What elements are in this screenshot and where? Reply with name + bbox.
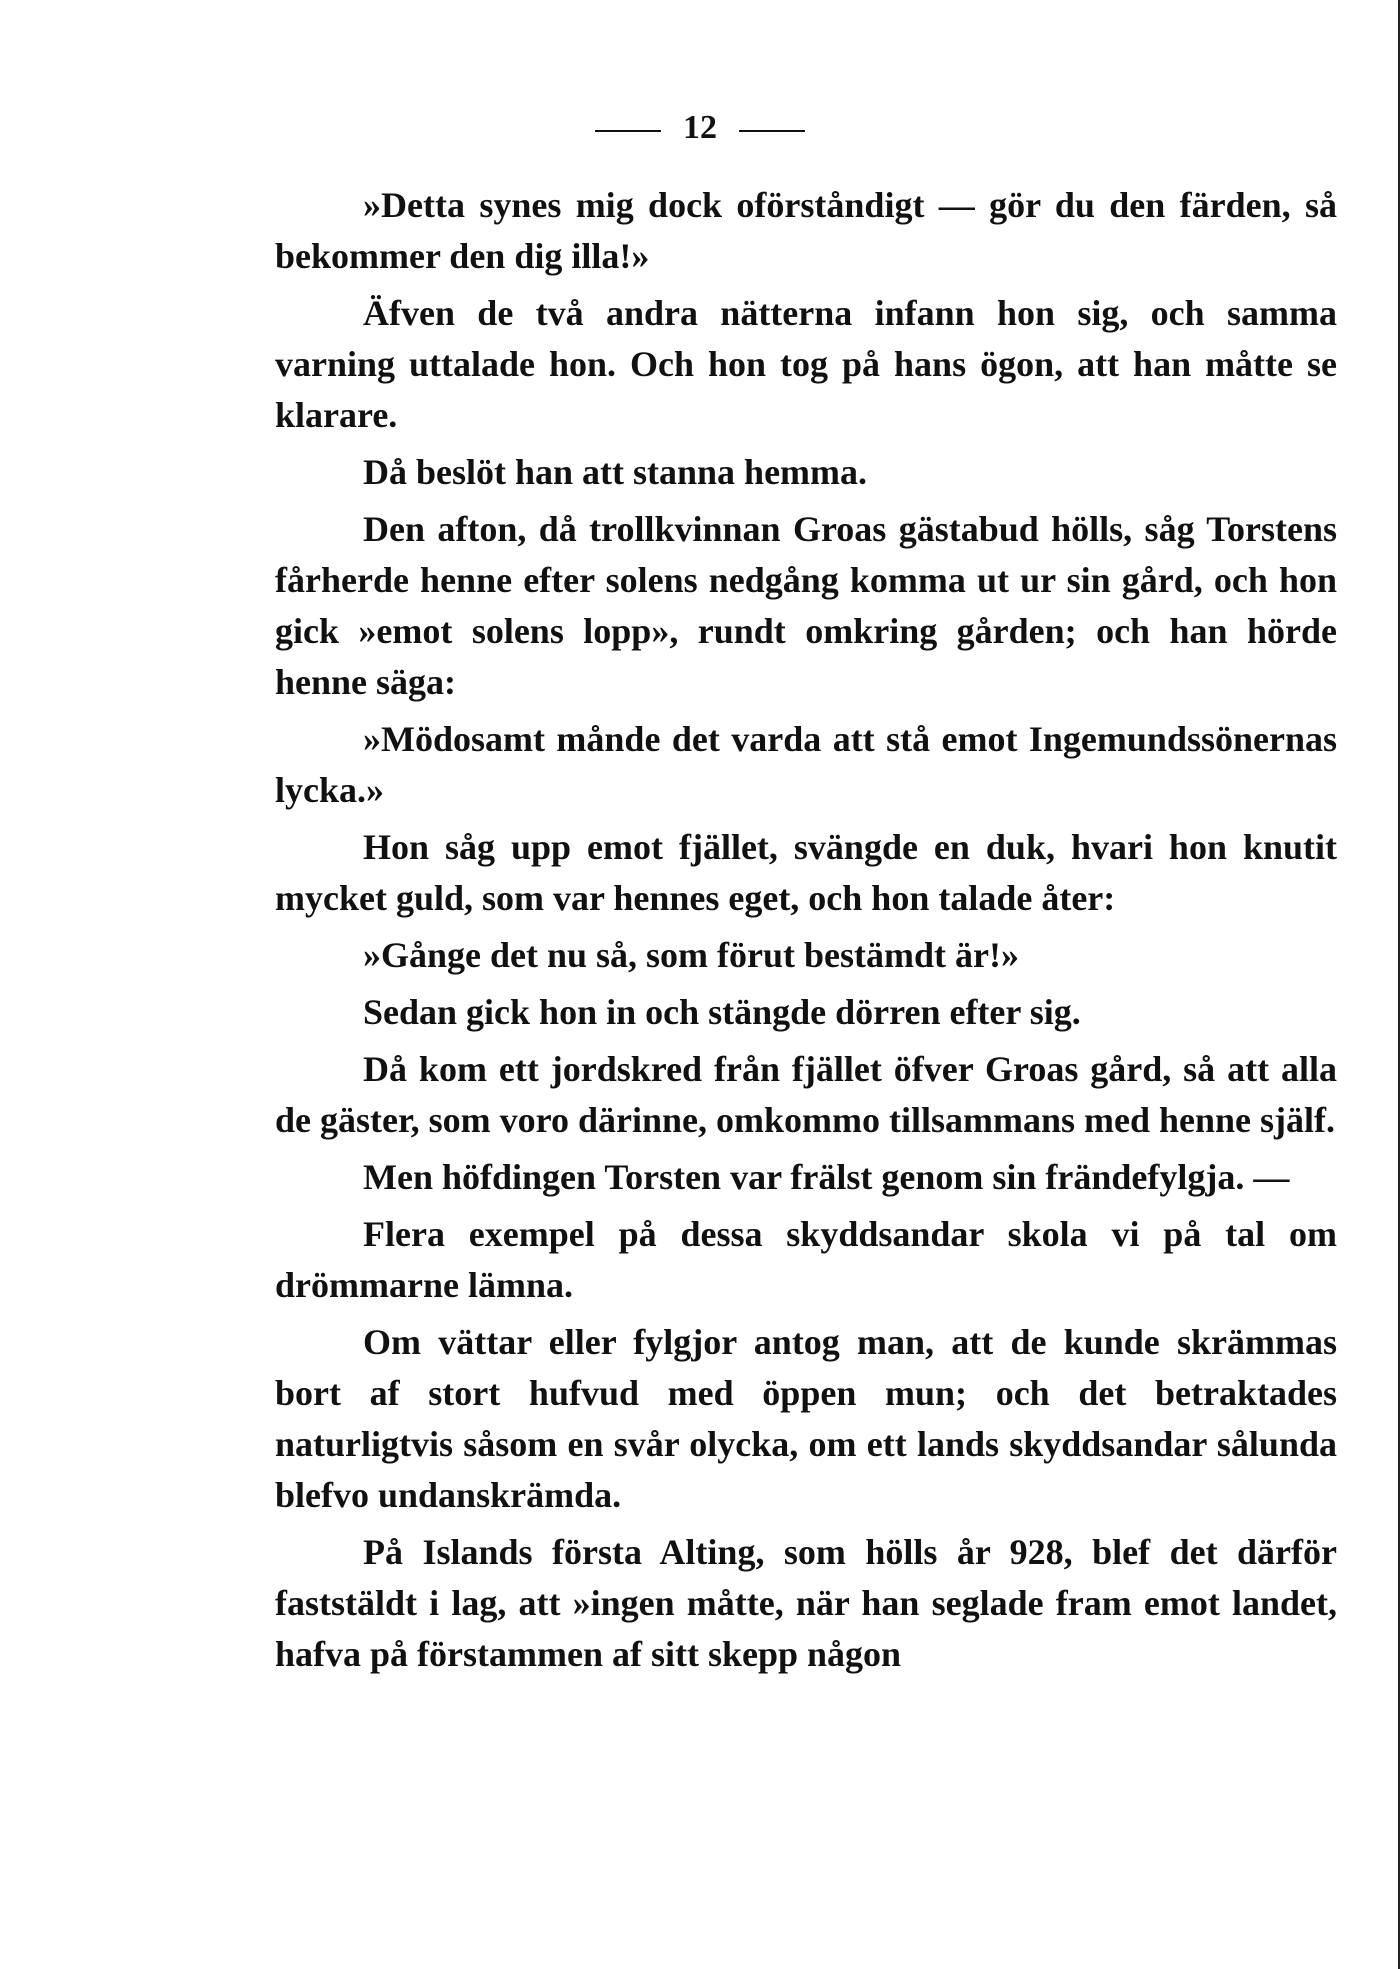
- text-body: [275, 180, 1337, 1686]
- paragraph: Då kom ett jordskred från fjället öfver Groas gård, så att alla de gäster, som voro därinne, omkommo tillsammans med henne själf.: [275, 1049, 1337, 1140]
- paragraph: »Mödosamt månde det varda att stå emot Ingemundssönernas lycka.»: [275, 719, 1337, 810]
- page-number: 12: [683, 109, 717, 146]
- paragraph: Hon såg upp emot fjället, svängde en duk, hvari hon knutit mycket guld, som var hennes eget, och hon talade åter:: [275, 827, 1337, 918]
- paragraph: På Islands första Alting, som hölls år 928, blef det därför faststäldt i lag, att »ingen måtte, när han seglade fram emot landet, hafva på förstammen af sitt skepp någon: [275, 1532, 1337, 1674]
- paragraph: Sedan gick hon in och stängde dörren efter sig.: [363, 992, 1081, 1032]
- header-rule-left: [595, 130, 661, 132]
- paragraph: Då beslöt han att stanna hemma.: [363, 452, 868, 492]
- page-header: [0, 108, 1400, 148]
- paragraph: Flera exempel på dessa skyddsandar skola vi på tal om drömmarne lämna.: [275, 1214, 1337, 1305]
- paragraph: Den afton, då trollkvinnan Groas gästabud hölls, såg Torstens fårherde henne efter solens nedgång komma ut ur sin gård, och hon gick »emot solens lopp», rundt omkring gården; och han hörde henne säga:: [275, 509, 1337, 702]
- paragraph: Men höfdingen Torsten var frälst genom sin frändefylgja. —: [363, 1157, 1290, 1197]
- header-rule-right: [739, 130, 805, 132]
- paragraph: »Detta synes mig dock oförståndigt — gör du den färden, så bekommer den dig illa!»: [275, 185, 1337, 276]
- paragraph: Om vättar eller fylgjor antog man, att de kunde skrämmas bort af stort hufvud med öppen mun; och det betraktades naturligtvis såsom en svår olycka, om ett lands skyddsandar sålunda blefvo undanskrämda.: [275, 1322, 1337, 1515]
- paragraph: Äfven de två andra nätterna infann hon sig, och samma varning uttalade hon. Och hon tog på hans ögon, att han måtte se klarare.: [275, 293, 1337, 435]
- paragraph: »Gånge det nu så, som förut bestämdt är!»: [363, 935, 1019, 975]
